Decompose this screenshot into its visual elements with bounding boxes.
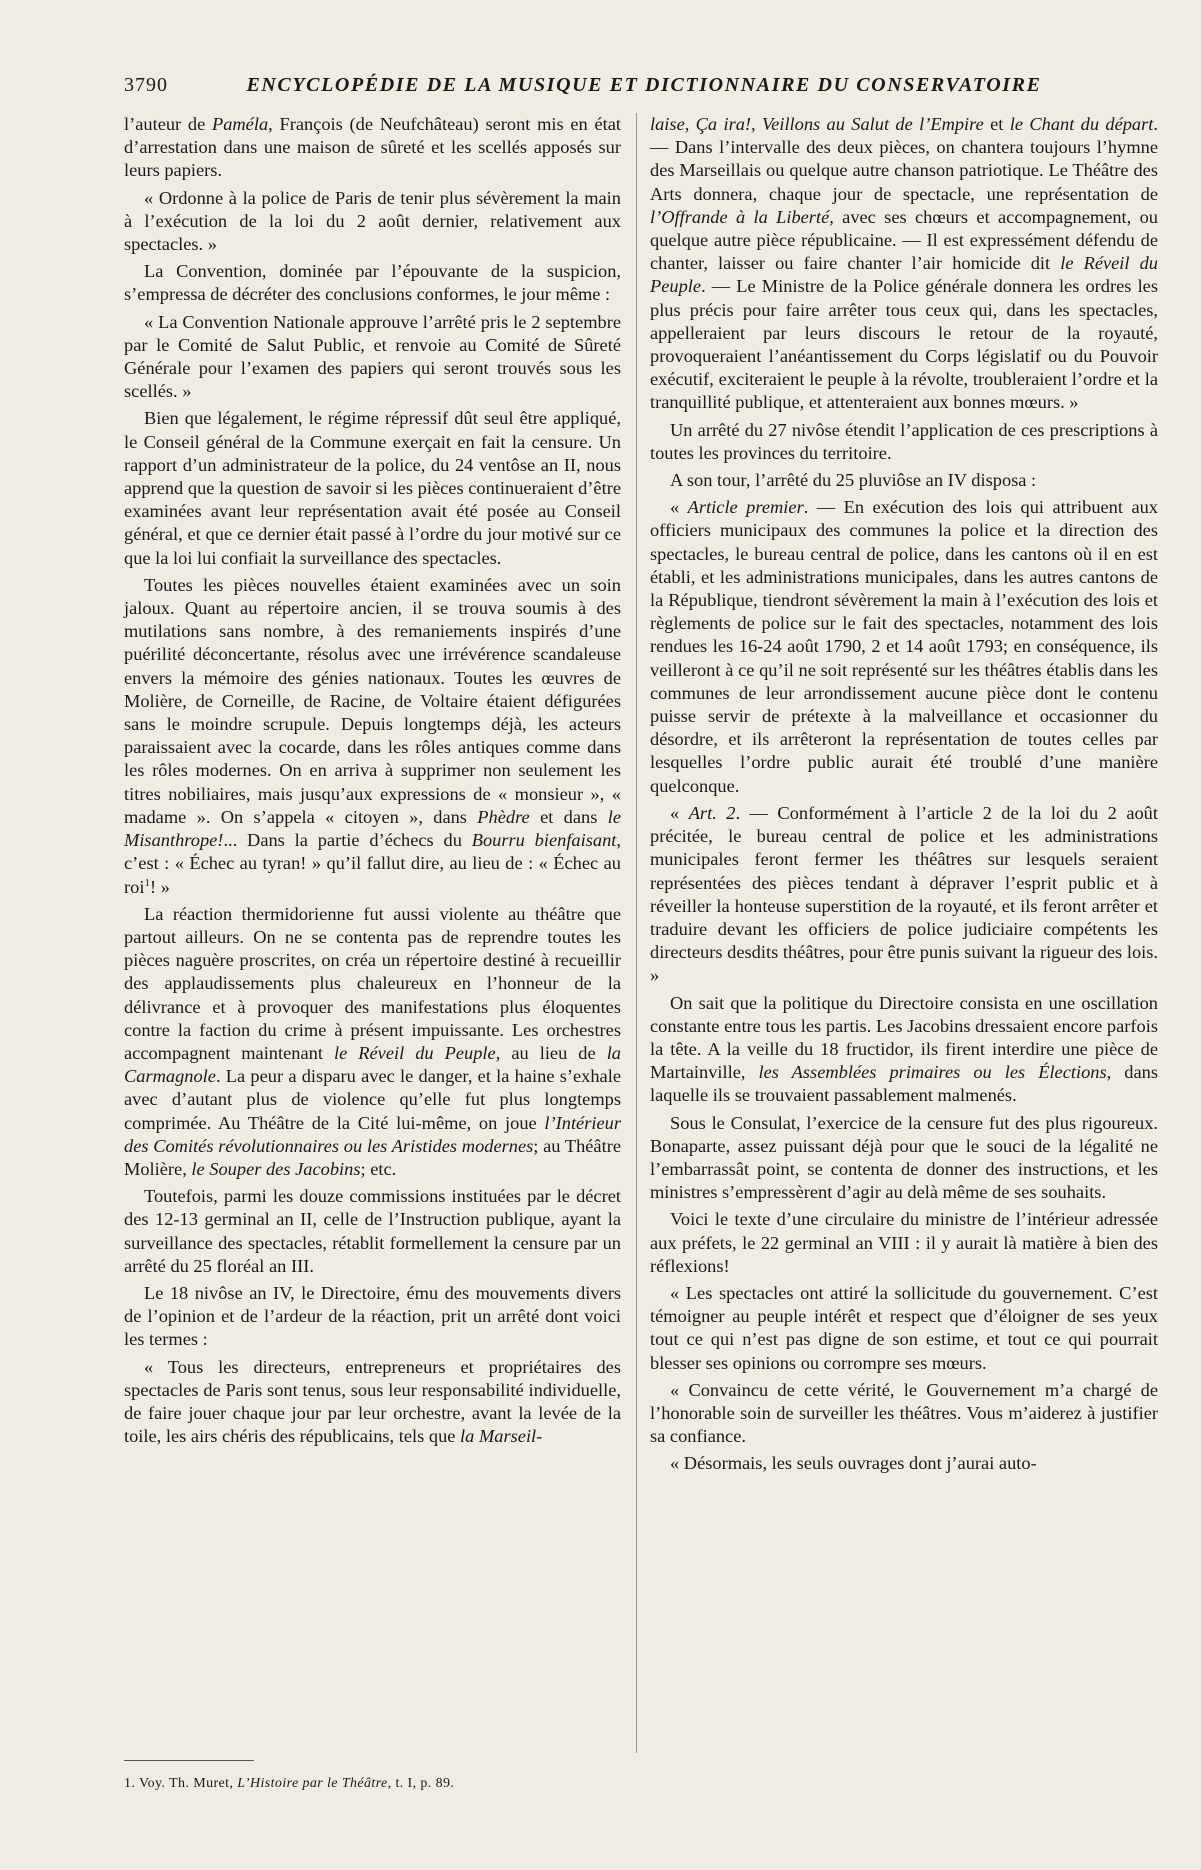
paragraph: « Les spectacles ont attiré la sollicitude du gouvernement. C’est témoigner au peuple intérêt et respect que d’éloigner de ses yeux tout ce qui n’est pas digne de son estime, et tout ce qui pourrait blesser ses opinions ou corrompre ses mœurs.: [650, 1282, 1158, 1373]
italic-title: Phèdre: [477, 806, 530, 827]
italic-title: le Souper des Jacobins: [191, 1158, 361, 1179]
italic-title: L’Histoire par le Théâtre: [237, 1776, 388, 1791]
paragraph: Le 18 nivôse an IV, le Directoire, ému des mouvements divers de l’opinion et de l’ardeur de la réaction, prit un arrêté dont voici les termes :: [124, 1282, 621, 1350]
footnote-rule: [124, 1760, 254, 1761]
paragraph: « Art. 2. — Conformément à l’article 2 de la loi du 2 août précitée, le bureau central de police et les administrations municipales feront fermer les théâtres sur lesquels seraient représentées des pièces tendant à dépraver l’esprit public et à réveiller la honteuse superstition de la royauté, et ils feront arrêter et traduire devant les officiers de police judiciaire compétents les directeurs desdits théâtres, pour être punis suivant la rigueur des lois. »: [650, 802, 1158, 986]
paragraph: « Article premier. — En exécution des lois qui attribuent aux officiers municipaux des communes la police et la direction des spectacles, le bureau central de police, dans les cantons où il en est établi, et les administrations municipales, dans les autres cantons de la République, tiendront sévèrement la main à l’exécution des lois et règlements de police sur le fait des spectacles, notamment des lois rendues les 16-24 août 1790, 2 et 14 août 1793; en conséquence, ils veilleront à ce qu’il ne soit représenté sur les théâtres établis dans les communes de leur arrondissement aucune pièce dont le contenu puisse servir de prétexte à la malveillance et occasionner du désordre, et ils arrêteront la représentation de toutes celles par lesquelles l’ordre public aurait été troublé d’une manière quelconque.: [650, 497, 1158, 796]
paragraph: « Tous les directeurs, entrepreneurs et propriétaires des spectacles de Paris sont tenus, sous leur responsabilité individuelle, de faire jouer chaque jour par leur orchestre, avant la levée de la toile, les airs chéris des républicains, tels que la Marseil-: [124, 1356, 621, 1447]
paragraph: « La Convention Nationale approuve l’arrêté pris le 2 septembre par le Comité de Salut Public, et renvoie au Comité de Sûreté Générale pour l’examen des papiers qui seront trouvés sous les scellés. »: [124, 311, 621, 402]
paragraph: A son tour, l’arrêté du 25 pluviôse an IV disposa :: [670, 470, 1037, 491]
paragraph: La Convention, dominée par l’épouvante de la suspicion, s’empressa de décréter des conclusions conformes, le jour même :: [124, 261, 621, 305]
italic-title: le Chant du départ: [1009, 114, 1154, 134]
italic-title: Paméla: [211, 114, 269, 134]
paragraph: l’auteur de Paméla, François (de Neufchâteau) seront mis en état d’arrestation dans une maison de sûreté et les scellés apposés sur leurs papiers.: [124, 114, 621, 181]
column-divider: [636, 113, 637, 1753]
paragraph: laise, Ça ira!, Veillons au Salut de l’Empire et le Chant du départ. — Dans l’intervalle des deux pièces, on chantera toujours l’hymne des Marseillais ou quelque autre chanson patriotique. Le Théâtre des Arts donnera, chaque jour de spectacle, une représentation de l’Offrande à la Liberté, avec ses chœurs et accompagnement, ou quelque autre pièce républicaine. — Il est expressément défendu de chanter, laisser ou faire chanter l’air homicide dit le Réveil du Peuple. — Le Ministre de la Police générale donnera les ordres les plus précis pour faire arrêter tous ceux qui, dans les spectacles, appelleraient par leurs discours le retour de la royauté, provoqueraient l’anéantissement du Corps législatif ou du Pouvoir exécutif, exciteraient le peuple à la révolte, troubleraient l’ordre et la tranquillité publique, et attenteraient aux bonnes mœurs. »: [650, 114, 1159, 413]
paragraph: Toutes les pièces nouvelles étaient examinées avec un soin jaloux. Quant au répertoire ancien, il se trouva soumis à des mutilations sans nombre, à des remaniements inspirés d’une puérilité déconcertante, résolus avec une irrévérence scandaleuse envers la mémoire des génies nationaux. Toutes les œuvres de Molière, de Corneille, de Racine, de Voltaire étaient défigurées sans le moindre scrupule. Depuis longtemps déjà, les acteurs paraissaient avec la cocarde, dans les rôles antiques comme dans les rôles modernes. On en arriva à supprimer non seulement les titres nobiliaires, mais jusqu’aux expressions de « monsieur », « madame ». On s’appela « citoyen », dans Phèdre et dans le Misanthrope!... Dans la partie d’échecs du Bourru bienfaisant, c’est : « Échec au tyran! » qu’il fallut dire, au lieu de : « Échec au roi$^1$! »: [124, 574, 622, 897]
italic-title: le Réveil du Peuple: [650, 253, 1158, 297]
paragraph: On sait que la politique du Directoire consista en une oscillation constante entre tous les partis. Les Jacobins dressaient encore parfois la tête. A la veille du 18 fructidor, ils firent interdire une pièce de Martainville, les Assemblées primaires ou les Élections, dans laquelle ils se trouvaient passablement malmenés.: [650, 992, 1158, 1106]
italic-title: le Misanthrope!: [124, 806, 621, 851]
italic-title: laise, Ça ira!, Veillons au Salut de l’Empire: [650, 114, 984, 134]
paragraph: Bien que légalement, le régime répressif dût seul être appliqué, le Conseil général de la Commune exerçait en fait la censure. Un rapport d’un administrateur de la police, du 24 ventôse an II, nous apprend que la question de savoir si les pièces continueraient d’être examinées avant leur représentation avait été posée au Conseil général, et que ce dernier était passé à l’ordre du jour motivé sur ce que la loi lui confiait la surveillance des spectacles.: [124, 408, 621, 568]
italic-title: la Marseil-: [460, 1426, 543, 1447]
paragraph: « Ordonne à la police de Paris de tenir plus sévèrement la main à l’exécution de la loi du 2 août dernier, relativement aux spectacles. »: [124, 187, 621, 255]
italic-title: le Réveil du Peuple: [333, 1042, 496, 1063]
paragraph: Toutefois, parmi les douze commissions instituées par le décret des 12-13 germinal an II, celle de l’Instruction publique, ayant la surveillance des spectacles, rétablit formellement la censure par un arrêté du 25 floréal an III.: [124, 1186, 621, 1276]
paragraph: La réaction thermidorienne fut aussi violente au théâtre que partout ailleurs. On ne se contenta pas de reprendre toutes les pièces naguère proscrites, on créa un répertoire destiné à recueillir des applaudissements plus chaleureux en l’honneur de la délivrance et à provoquer des manifestations plus éloquentes contre la faction du crime à présent impuissante. Les orchestres accompagnent maintenant le Réveil du Peuple, au lieu de la Carmagnole. La peur a disparu avec le danger, et la haine s’exhale avec d’autant plus de violence qu’elle fut plus longtemps comprimée. Au Théâtre de la Cité lui-même, on joue l’Intérieur des Comités révolutionnaires ou les Aristides modernes; au Théâtre Molière, le Souper des Jacobins; etc.: [124, 903, 621, 1179]
italic-title: les Assemblées primaires ou les Élections: [758, 1062, 1107, 1083]
italic-title: l’Intérieur des Comités révolutionnaires ou les Aristides modernes: [124, 1112, 621, 1156]
paragraph: « Convaincu de cette vérité, le Gouvernement m’a chargé de l’honorable soin de surveiller les théâtres. Vous m’aiderez à justifier sa confiance.: [650, 1379, 1158, 1447]
footnote-marker: 1: [144, 876, 150, 889]
left-column: [124, 113, 621, 1452]
italic-title: la Carmagnole: [124, 1042, 621, 1087]
italic-title: l’Offrande à la Liberté: [650, 206, 830, 227]
italic-title: Art. 2: [688, 802, 736, 823]
page-number: 3790: [124, 74, 168, 96]
page-header: [124, 74, 1044, 102]
right-column: [650, 113, 1158, 1480]
footnote: 1. Voy. Th. Muret, L’Histoire par le Théâtre, t. I, p. 89.: [124, 1776, 455, 1791]
paragraph: « Désormais, les seuls ouvrages dont j’aurai auto-: [670, 1453, 1037, 1474]
paragraph: Un arrêté du 27 nivôse étendit l’application de ces prescriptions à toutes les provinces du territoire.: [650, 419, 1158, 463]
paragraph: Voici le texte d’une circulaire du ministre de l’intérieur adressée aux préfets, le 22 germinal an VIII : il y aurait là matière à bien des réflexions!: [650, 1209, 1158, 1276]
italic-title: Bourru bienfaisant: [471, 830, 617, 851]
paragraph: Sous le Consulat, l’exercice de la censure fut des plus rigoureux. Bonaparte, assez puissant déjà pour que le souci de la légalité ne l’embarrassât point, se contenta de donner des instructions, et les ministres s’empressèrent d’agir au delà même de ses souhaits.: [650, 1112, 1158, 1203]
italic-title: Article premier: [687, 497, 804, 518]
running-title: ENCYCLOPÉDIE DE LA MUSIQUE ET DICTIONNAIRE DU CONSERVATOIRE: [246, 74, 1042, 96]
